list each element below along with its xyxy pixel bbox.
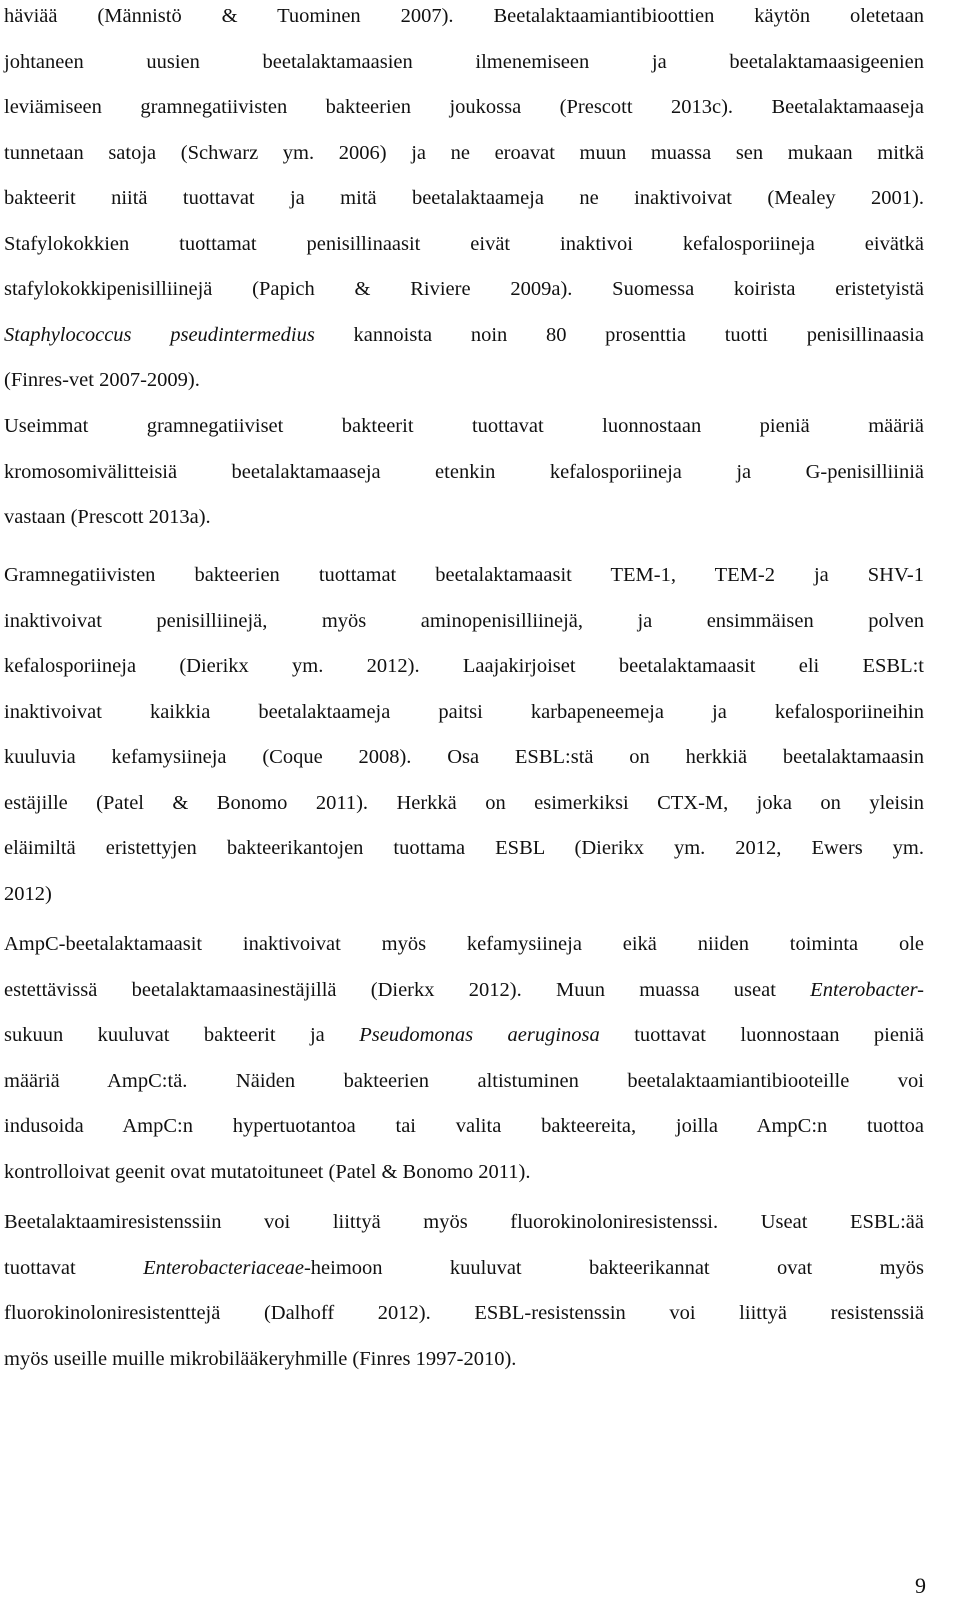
text-line: indusoida AmpC:n hypertuotantoa tai valita bakteereita, joilla AmpC:n tuottoa xyxy=(4,1115,924,1137)
paragraph-2 xyxy=(4,404,924,541)
species-name: Staphylococcus pseudintermedius xyxy=(4,323,315,346)
text-line: kuuluvia kefamysiineja (Coque 2008). Osa ESBL:stä on herkkiä beetalaktamaasin xyxy=(4,746,924,768)
text-line: vastaan (Prescott 2013a). xyxy=(4,506,211,528)
text-line: inaktivoivat kaikkia beetalaktaameja paitsi karbapeneemeja ja kefalosporiineihin xyxy=(4,700,924,723)
text-line: kromosomivälitteisiä beetalaktamaaseja etenkin kefalosporiineja ja G-penisilliiniä xyxy=(4,460,924,483)
text-line: johtaneen uusien beetalaktamaasien ilmenemiseen ja beetalaktamaasigeenien xyxy=(4,50,924,73)
text-line: määriä AmpC:tä. Näiden bakteerien altistuminen beetalaktaamiantibiooteille voi xyxy=(4,1069,924,1092)
text-line-with-species-name xyxy=(4,313,924,359)
family-name: Enterobacteriaceae xyxy=(143,1256,304,1279)
text-line: inaktivoivat penisilliinejä, myös aminopenisilliinejä, ja ensimmäisen polven xyxy=(4,609,924,632)
text-line: AmpC-beetalaktamaasit inaktivoivat myös kefamysiineja eikä niiden toiminta ole xyxy=(4,933,924,955)
text-line: stafylokokkipenisilliinejä (Papich & Riviere 2009a). Suomessa koirista eristetyistä xyxy=(4,278,924,300)
text-line: bakteerit niitä tuottavat ja mitä beetalaktaameja ne inaktivoivat (Mealey 2001). xyxy=(4,187,924,209)
text-line: leviämiseen gramnegatiivisten bakteerien joukossa (Prescott 2013c). Beetalaktamaaseja xyxy=(4,96,924,118)
text-line: Stafylokokkien tuottamat penisillinaasit eivät inaktivoi kefalosporiineja eivätkä xyxy=(4,232,924,255)
genus-name: Enterobacter- xyxy=(810,978,924,1001)
text-fragment: -heimoon kuuluvat bakteerikannat ovat myös xyxy=(303,1256,925,1279)
text-fragment: sukuun kuuluvat bakteerit ja xyxy=(4,1024,360,1046)
text-line: Useimmat gramnegatiiviset bakteerit tuottavat luonnostaan pieniä määriä xyxy=(4,415,924,437)
species-name: Pseudomonas aeruginosa xyxy=(359,1024,600,1046)
text-line: Beetalaktaamiresistenssiin voi liittyä myös fluorokinoloniresistenssi. Useat ESBL:ää xyxy=(4,1211,924,1233)
paragraph-1 xyxy=(4,0,924,404)
text-line: kefalosporiineja (Dierikx ym. 2012). Laajakirjoiset beetalaktamaasit eli ESBL:t xyxy=(4,655,924,677)
text-fragment: tuottavat xyxy=(4,1256,144,1279)
text-line: 2012) xyxy=(4,882,52,905)
paragraph-5 xyxy=(4,1200,924,1382)
paragraph-4 xyxy=(4,922,924,1195)
text-fragment: tuottavat luonnostaan pieniä xyxy=(599,1024,924,1046)
text-line: myös useille muille mikrobilääkeryhmille (Finres 1997-2010). xyxy=(4,1347,517,1370)
text-line: tunnetaan satoja (Schwarz ym. 2006) ja ne eroavat muun muassa sen mukaan mitkä xyxy=(4,141,924,164)
text-line: estäjille (Patel & Bonomo 2011). Herkkä on esimerkiksi CTX-M, joka on yleisin xyxy=(4,791,924,814)
text-line: Gramnegatiivisten bakteerien tuottamat beetalaktamaasit TEM-1, TEM-2 ja SHV-1 xyxy=(4,564,924,586)
text-line-with-species-name xyxy=(4,1013,924,1059)
text-line: häviää (Männistö & Tuominen 2007). Beetalaktaamiantibioottien käytön oletetaan xyxy=(4,5,924,27)
text-line: fluorokinoloniresistenttejä (Dalhoff 2012). ESBL-resistenssin voi liittyä resistenssiä xyxy=(4,1302,924,1324)
text-line: eläimiltä eristettyjen bakteerikantojen tuottama ESBL (Dierikx ym. 2012, Ewers ym. xyxy=(4,837,924,859)
text-line: kontrolloivat geenit ovat mutatoituneet (Patel & Bonomo 2011). xyxy=(4,1160,531,1183)
text-line-with-genus-name xyxy=(4,968,924,1014)
text-line: (Finres-vet 2007-2009). xyxy=(4,369,200,391)
text-fragment: estettävissä beetalaktamaasinestäjillä (Dierkx 2012). Muun muassa useat xyxy=(4,978,811,1001)
text-fragment: kannoista noin 80 prosenttia tuotti penisillinaasia xyxy=(314,323,924,346)
text-line-with-family-name xyxy=(4,1246,924,1292)
page-number: 9 xyxy=(915,1573,926,1598)
paragraph-3 xyxy=(4,553,924,917)
